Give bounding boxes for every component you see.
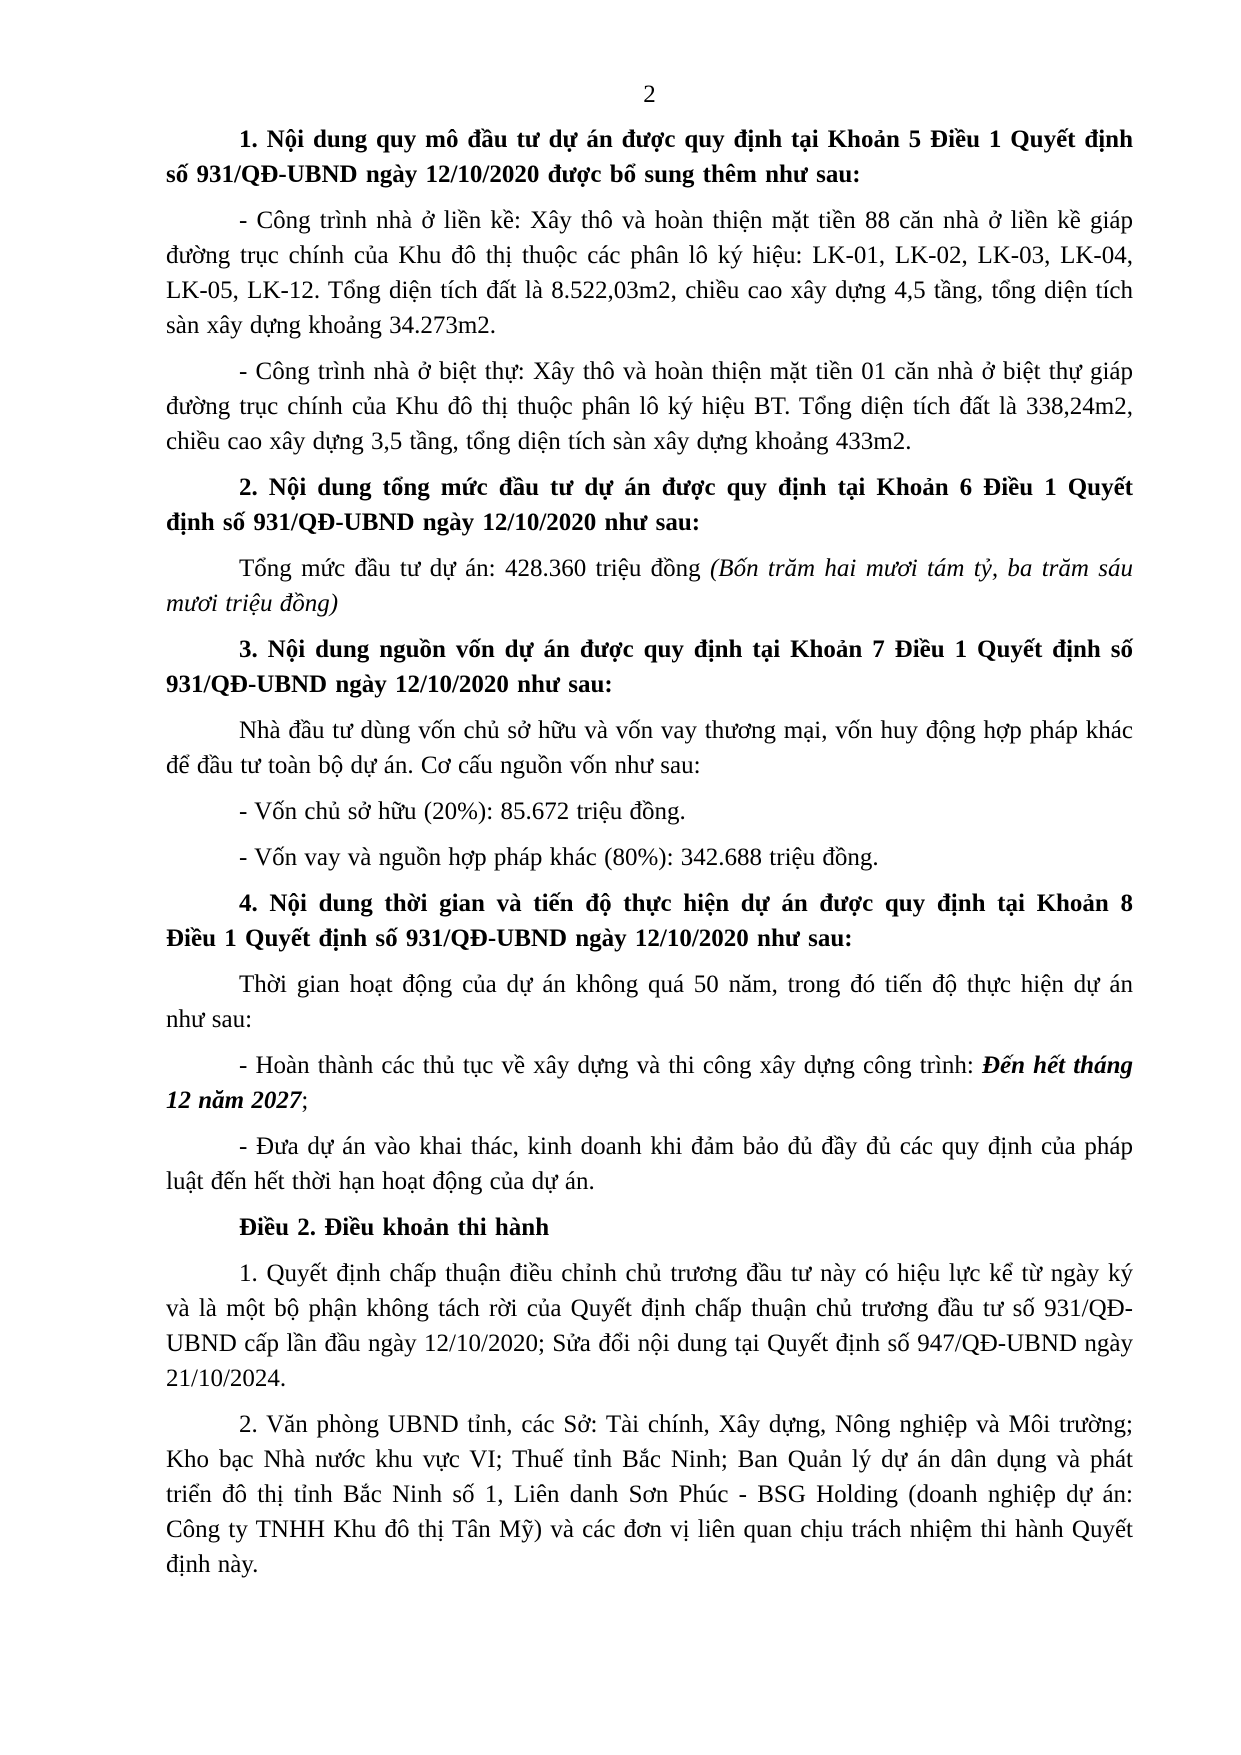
text-run: - Hoàn thành các thủ tục về xây dựng và thi công xây dựng công trình: (239, 1052, 982, 1079)
text-run: 1. Quyết định chấp thuận điều chỉnh chủ trương đầu tư này có hiệu lực kể từ ngày ký và là một bộ phận không tách rời của Quyết định chấp thuận chủ trương đầu tư số 931/QĐ-UBND cấp lần đầu ngày 12/10/2020; Sửa đổi nội dung tại Quyết định số 947/QĐ-UBND ngày 21/10/2024. (166, 1260, 1133, 1392)
heading-paragraph (166, 632, 1133, 702)
text-run: Điều 2. Điều khoản thi hành (239, 1214, 550, 1241)
body-paragraph (166, 354, 1133, 459)
heading-paragraph (166, 470, 1133, 540)
body-paragraph (166, 1048, 1133, 1118)
body-paragraph (166, 203, 1133, 343)
body-paragraph (166, 967, 1133, 1037)
text-run: (Bốn trăm hai mươi tám tỷ, ba trăm sáu mươi triệu đồng) (166, 555, 1134, 617)
text-run: - Công trình nhà ở biệt thự: Xây thô và hoàn thiện mặt tiền 01 căn nhà ở biệt thự giáp đường trục chính của Khu đô thị thuộc phân lô ký hiệu BT. Tổng diện tích đất là 338,24m2, chiều cao xây dựng 3,5 tầng, tổng diện tích sàn xây dựng khoảng 433m2. (166, 358, 1133, 455)
body-paragraph (166, 1407, 1133, 1582)
text-run: - Đưa dự án vào khai thác, kinh doanh khi đảm bảo đủ đầy đủ các quy định của pháp luật đến hết thời hạn hoạt động của dự án. (166, 1133, 1133, 1195)
text-run: Tổng mức đầu tư dự án: 428.360 triệu đồng (239, 555, 710, 582)
body-paragraph (166, 1129, 1133, 1199)
text-run: Nhà đầu tư dùng vốn chủ sở hữu và vốn vay thương mại, vốn huy động hợp pháp khác để đầu tư toàn bộ dự án. Cơ cấu nguồn vốn như sau: (166, 717, 1133, 779)
text-run: 2. Nội dung tổng mức đầu tư dự án được quy định tại Khoản 6 Điều 1 Quyết định số 931/QĐ-UBND ngày 12/10/2020 như sau: (166, 474, 1133, 536)
body-paragraph (166, 840, 1133, 875)
text-run: 4. Nội dung thời gian và tiến độ thực hiện dự án được quy định tại Khoản 8 Điều 1 Quyết định số 931/QĐ-UBND ngày 12/10/2020 như sau: (166, 890, 1133, 952)
text-run: 3. Nội dung nguồn vốn dự án được quy định tại Khoản 7 Điều 1 Quyết định số 931/QĐ-UBND ngày 12/10/2020 như sau: (166, 636, 1133, 698)
text-run: 1. Nội dung quy mô đầu tư dự án được quy định tại Khoản 5 Điều 1 Quyết định số 931/QĐ-UBND ngày 12/10/2020 được bổ sung thêm như sau: (166, 126, 1133, 188)
text-run: - Công trình nhà ở liền kề: Xây thô và hoàn thiện mặt tiền 88 căn nhà ở liền kề giáp đường trục chính của Khu đô thị thuộc các phân lô ký hiệu: LK-01, LK-02, LK-03, LK-04, LK-05, LK-12. Tổng diện tích đất là 8.522,03m2, chiều cao xây dựng 4,5 tầng, tổng diện tích sàn xây dựng khoảng 34.273m2. (166, 207, 1133, 339)
body-paragraph (166, 551, 1133, 621)
body-paragraph (166, 713, 1133, 783)
text-run: ; (301, 1087, 309, 1114)
body-paragraph (166, 1256, 1133, 1396)
heading-paragraph (166, 1210, 1133, 1245)
document-body (166, 122, 1133, 1593)
text-run: - Vốn vay và nguồn hợp pháp khác (80%): 342.688 triệu đồng. (239, 844, 879, 871)
text-run: 2. Văn phòng UBND tỉnh, các Sở: Tài chính, Xây dựng, Nông nghiệp và Môi trường; Kho bạc Nhà nước khu vực VI; Thuế tỉnh Bắc Ninh; Ban Quản lý dự án dân dụng và phát triển đô thị tỉnh Bắc Ninh số 1, Liên danh Sơn Phúc - BSG Holding (doanh nghiệp dự án: Công ty TNHH Khu đô thị Tân Mỹ) và các đơn vị liên quan chịu trách nhiệm thi hành Quyết định này. (166, 1411, 1133, 1578)
heading-paragraph (166, 122, 1133, 192)
page-number: 2 (643, 81, 656, 108)
text-run: - Vốn chủ sở hữu (20%): 85.672 triệu đồng. (239, 798, 686, 825)
heading-paragraph (166, 886, 1133, 956)
body-paragraph (166, 794, 1133, 829)
text-run: Đến hết tháng 12 năm 2027 (166, 1052, 1133, 1114)
text-run: Thời gian hoạt động của dự án không quá 50 năm, trong đó tiến độ thực hiện dự án như sau: (166, 971, 1133, 1033)
